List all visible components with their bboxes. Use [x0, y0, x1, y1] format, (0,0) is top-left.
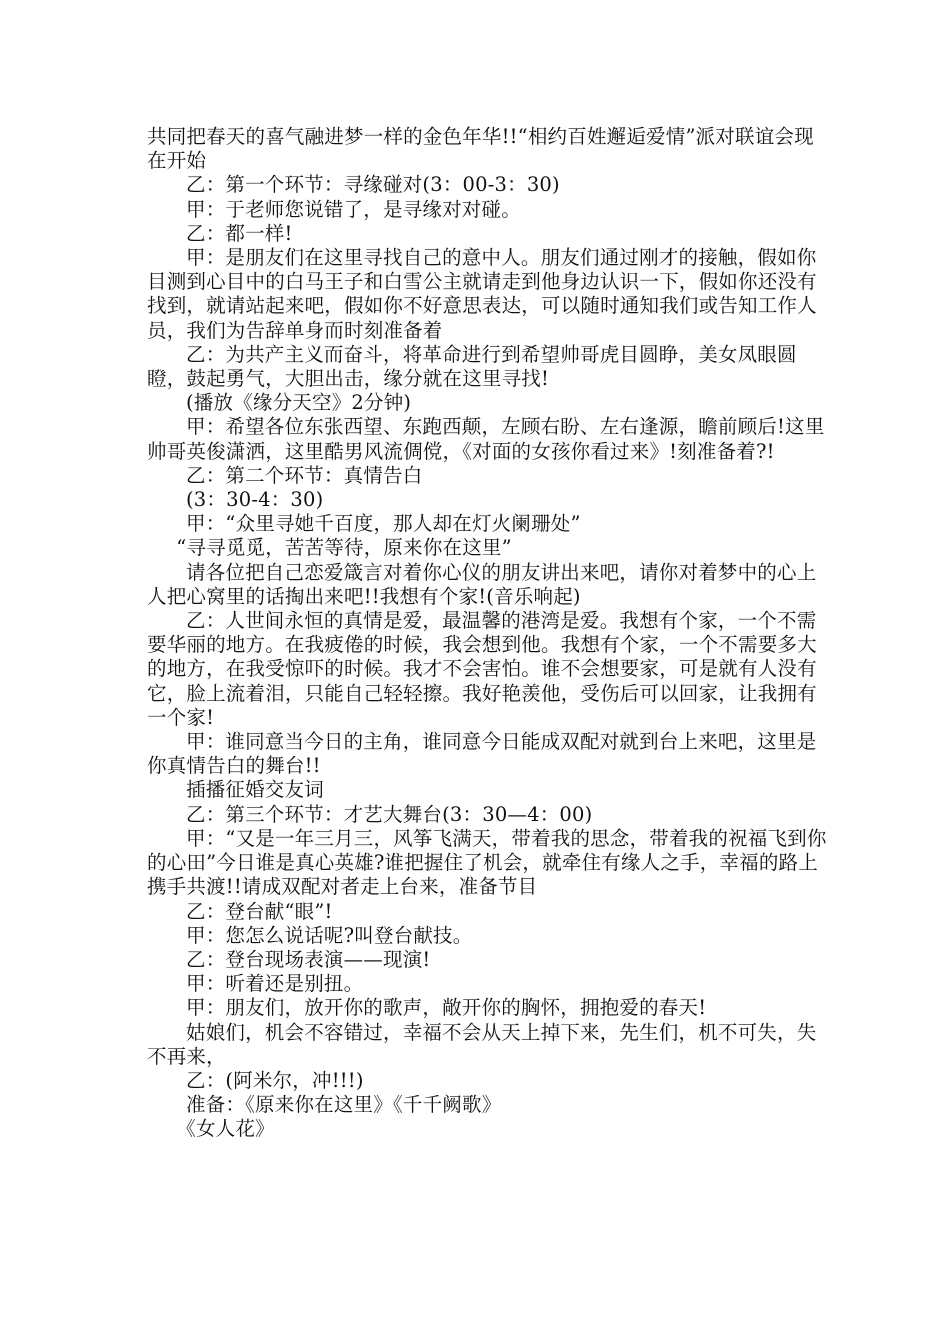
paragraph: (3：30-4：30) — [186, 488, 324, 512]
paragraph: 姑娘们，机会不容错过，幸福不会从天上掉下来，先生们，机不可失，失不再来， — [147, 1020, 817, 1068]
paragraph: 乙：登台现场表演——现演! — [186, 947, 431, 971]
paragraph: 乙：第一个环节：寻缘碰对(3：00-3：30) — [186, 173, 560, 197]
paragraph: 乙：第二个环节：真情告白 — [186, 463, 423, 487]
paragraph: 准备：《原来你在这里》《千千阙歌》 — [186, 1093, 502, 1117]
paragraph: 乙：(阿米尔，冲!!!) — [186, 1068, 364, 1092]
paragraph: 乙：都一样! — [186, 221, 293, 245]
paragraph: 甲：于老师您说错了，是寻缘对对碰。 — [186, 197, 521, 221]
paragraph: 乙：为共产主义而奋斗，将革命进行到希望帅哥虎目圆睁，美女凤眼圆瞪，鼓起勇气，大胆出击，缘分就在这里寻找! — [147, 342, 797, 391]
paragraph: 甲：希望各位东张西望、东跑西颠，左顾右盼、左右逢源，瞻前顾后!这里帅哥英俊潇洒，这里酷男风流倜傥，《对面的女孩你看过来》!刻准备着?! — [147, 415, 825, 463]
paragraph: 乙：人世间永恒的真情是爱，最温馨的港湾是爱。我想有个家，一个不需要华丽的地方。在我疲倦的时候，我会想到他。我想有个家，一个不需要多大的地方，在我受惊吓的时候。我才不会害怕。谁不会想要家，可是就有人没有它，脸上流着泪，只能自己轻轻擦。我好艳羡他，受伤后可以回家，让我拥有一个家! — [147, 609, 817, 729]
paragraph: 甲：您怎么说话呢?叫登台献技。 — [186, 923, 473, 947]
paragraph: 插播征婚交友词 — [186, 778, 324, 802]
paragraph: (播放《缘分天空》2分钟) — [186, 391, 412, 415]
paragraph: 乙：第三个环节：才艺大舞台(3：30—4：00) — [186, 802, 593, 826]
paragraph: 甲：朋友们，放开你的歌声，敞开你的胸怀，拥抱爱的春天! — [186, 996, 707, 1020]
paragraph: 甲：听着还是别扭。 — [186, 972, 364, 996]
paragraph: 《女人花》 — [176, 1117, 275, 1141]
paragraph: “寻寻觅觅，苦苦等待，原来你在这里” — [176, 536, 512, 560]
paragraph: 甲：“众里寻她千百度，那人却在灯火阑珊处” — [186, 512, 581, 536]
paragraph: 请各位把自己恋爱箴言对着你心仪的朋友讲出来吧，请你对着梦中的心上人把心窝里的话掏出来吧!!我想有个家!(音乐响起) — [147, 560, 817, 608]
paragraph: 甲：谁同意当今日的主角，谁同意今日能成双配对就到台上来吧，这里是你真情告白的舞台!! — [147, 730, 817, 778]
paragraph: 甲：“又是一年三月三，风筝飞满天，带着我的思念，带着我的祝福飞到你的心田”今日谁是真心英雄?谁把握住了机会，就牵住有缘人之手，幸福的路上携手共渡!!请成双配对者走上台来，准备节目 — [147, 826, 827, 899]
paragraph: 乙：登台献“眼”! — [186, 899, 333, 923]
document-body — [147, 125, 827, 1142]
paragraph: 甲：是朋友们在这里寻找自己的意中人。朋友们通过刚才的接触，假如你目测到心目中的白马王子和白雪公主就请走到他身边认识一下，假如你还没有找到，就请站起来吧，假如你不好意思表达，可以随时通知我们或告知工作人员，我们为告辞单身而时刻准备着 — [147, 246, 817, 342]
paragraph: 共同把春天的喜气融进梦一样的金色年华!!“相约百姓邂逅爱情”派对联谊会现在开始 — [147, 125, 814, 173]
